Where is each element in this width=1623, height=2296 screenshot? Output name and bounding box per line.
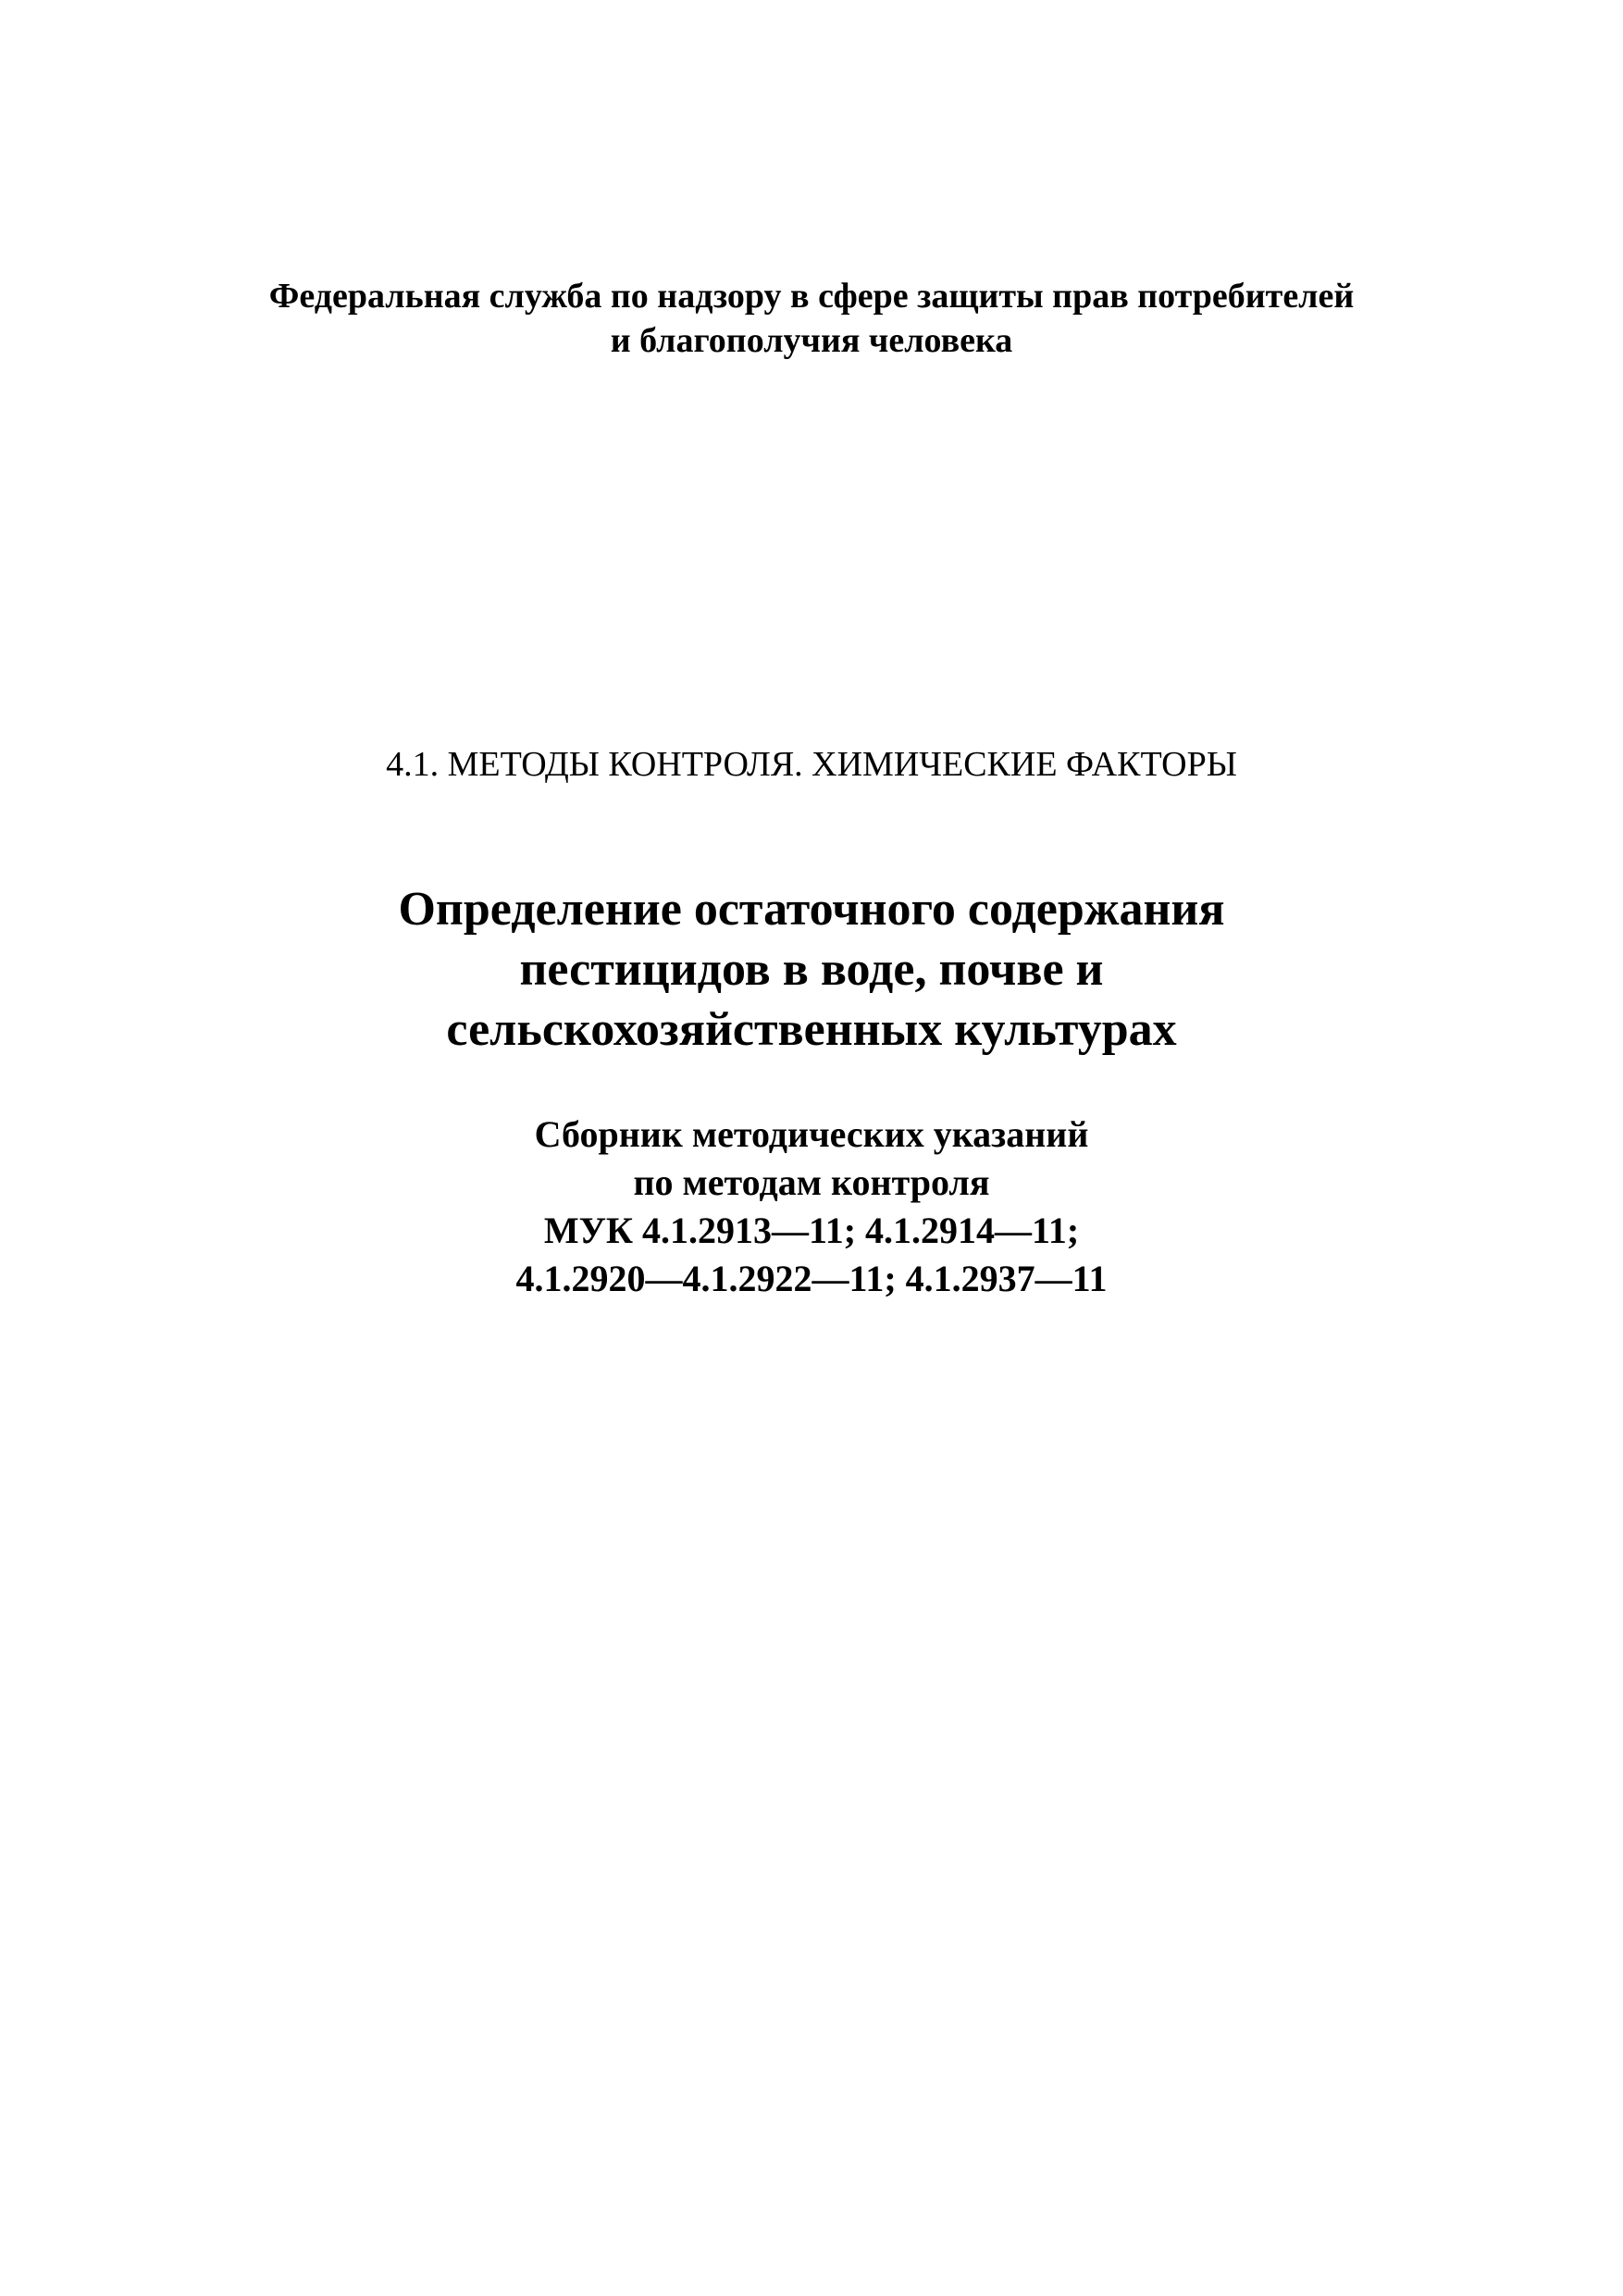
section-heading: [0, 742, 1623, 787]
agency-line-1: Федеральная служба по надзору в сфере защиты прав потребителей: [268, 277, 1355, 316]
title-line-1: Определение остаточного содержания: [398, 883, 1225, 936]
subtitle-line-1: Сборник методических указаний: [534, 1113, 1089, 1155]
document-subtitle: [0, 1111, 1623, 1303]
section-label: 4.1. МЕТОДЫ КОНТРОЛЯ. ХИМИЧЕСКИЕ ФАКТОРЫ: [386, 745, 1237, 784]
subtitle-line-2: по методам контроля: [633, 1161, 990, 1203]
title-line-2: пестицидов в воде, почве и: [519, 943, 1104, 996]
document-title: [0, 879, 1623, 1060]
agency-line-2: и благополучия человека: [610, 321, 1013, 360]
agency-header: [0, 274, 1623, 363]
title-line-3: сельскохозяйственных культурах: [446, 1003, 1177, 1056]
subtitle-line-4: 4.1.2920—4.1.2922—11; 4.1.2937—11: [515, 1258, 1108, 1299]
subtitle-line-3: МУК 4.1.2913—11; 4.1.2914—11;: [543, 1210, 1080, 1251]
